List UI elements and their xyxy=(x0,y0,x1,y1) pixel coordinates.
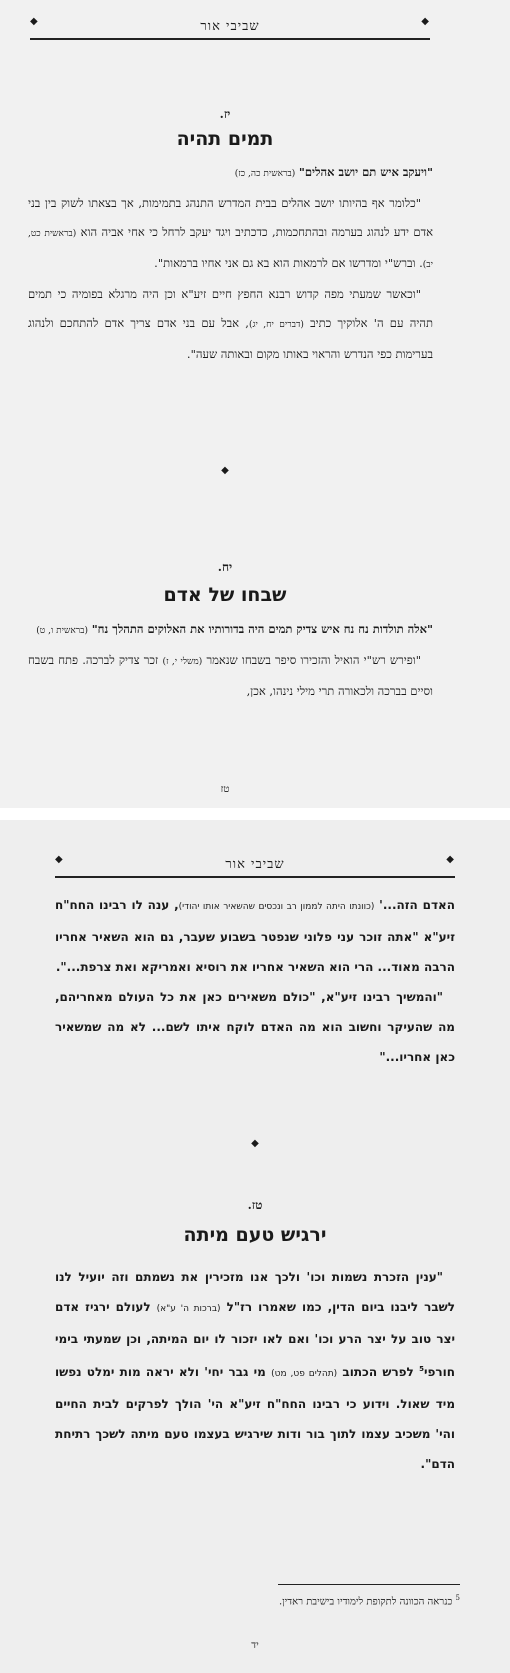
paragraph-text: לפרש הכתוב xyxy=(342,1365,414,1379)
section-title: שבחו של אדם xyxy=(163,584,287,606)
verse-quote: "ויעקב איש תם יושב אהלים" xyxy=(298,165,433,179)
section-number: יח. xyxy=(217,560,233,574)
paragraph-text: מי גבר יחי' ולא יראה מות ימלט נפשו מיד שאול. וידוע כי רבינו החח"ח זיע"א הי' הולך לפרקים לבית החיים והי' משכיב עצמו לתוך בור ודות שירגיש בעצמו טעם מיתה לשכך רתיחת הדם". xyxy=(55,1365,455,1471)
paragraph-text: "כלומר אף בהיותו יושב אהלים בבית המדרש התנהג בתמימות, אך בצאתו לשוק בין בני אדם ידע לנהוג בערמה ובהתחכמות, כדכתיב ויגד יעקב לרחל כי אחי אביה הוא xyxy=(28,196,434,239)
citation: (בראשית כט, יב) xyxy=(28,229,433,270)
section-body xyxy=(28,158,433,369)
header-bullet-left: ◆ xyxy=(55,854,64,865)
citation: (משלי י, ז) xyxy=(162,657,203,667)
page-gap xyxy=(0,808,510,820)
verse-source: (בראשית כה, כז) xyxy=(234,169,296,179)
footnote-number: 5 xyxy=(455,1594,460,1602)
page-number: טז xyxy=(220,784,230,795)
header-bullet-left: ◆ xyxy=(30,16,39,27)
section-title: תמים תהיה xyxy=(176,128,274,150)
section-divider: ◆ xyxy=(251,1138,259,1149)
running-header xyxy=(30,16,430,40)
page-top xyxy=(0,0,510,808)
paragraph xyxy=(55,1262,455,1479)
section-body xyxy=(28,615,433,706)
paragraph-text: "וכאשר שמעתי מפה קדוש רבנא החפץ חיים זיע"א וכן היה מרגלא בפומיה כי תמים תהיה עם ה' אלוקיך כתיב xyxy=(28,287,433,330)
footnote-text: כנראה הכוונה לתקופת לימודיו בישיבת ראדין. xyxy=(278,1596,453,1608)
paragraph-text: , ענה לו רבינו החח"ח זיע"א "אתה זוכר עני פלוני שנפטר בשבוע שעבר, גם הוא השאיר אחריו הרבה מאוד... הרי הוא השאיר אחריו את רוסיא ואמריקא ואת צרפת...". xyxy=(55,898,455,974)
citation: (דברים יח, יג) xyxy=(248,320,304,330)
paragraph-text: . וברש"י ומדרשו אם לרמאות הוא בא גם אני אחיו ברמאות". xyxy=(154,256,423,270)
paragraph xyxy=(55,982,455,1072)
running-header xyxy=(55,854,455,878)
header-bullet-right: ◆ xyxy=(421,16,430,27)
paragraph xyxy=(28,189,433,280)
paragraph-text: "ופירש רש"י הואיל והזכירו סיפר בשבחו שנאמר xyxy=(206,653,421,667)
footnote-rule xyxy=(278,1584,460,1585)
section-divider: ◆ xyxy=(221,465,229,476)
header-bullet-right: ◆ xyxy=(446,854,455,865)
paragraph-text: "והמשיך רבינו זיע"א, "כולם משאירים כאן את כל העולם מאחריהם, מה שהעיקר וחשוב הוא מה האדם לוקח איתו לשם... לא מה שמשאיר כאן אחריו..." xyxy=(55,990,455,1064)
paragraph xyxy=(28,280,433,369)
verse-quote: "אלה תולדות נח נח איש צדיק תמים היה בדורותיו את האלוקים התהלך נח" xyxy=(91,622,433,636)
citation: (כוונתו היתה לממון רב ונכסים שהשאיר אותו יהודי) xyxy=(178,902,375,912)
header-title: שביבי אור xyxy=(200,19,260,34)
paragraph-text: "ענין הזכרת נשמות וכו' ולכך אנו מזכירין את נשמתם וזה יועיל לנו לשבר ליבנו ביום הדין, כמו שאמרו רז"ל xyxy=(55,1270,455,1314)
paragraph xyxy=(28,646,433,706)
footnote xyxy=(60,1594,460,1607)
section-number: טז. xyxy=(247,1198,263,1212)
paragraph-text: זכר צדיק לברכה. פתח בשבח וסיים בברכה ולכאורה תרי מילי נינהו, אכן, xyxy=(28,653,433,698)
citation: (ברכות ה' ע"א) xyxy=(156,1304,221,1314)
paragraph-text: , אבל עם בני אדם צריך אדם להתחכם ולנהוג בערימות כפי הנדרש והראוי באותו מקום ובאותה שעה". xyxy=(28,316,433,361)
section-body xyxy=(55,1262,455,1479)
verse-source: (בראשית ו, ט) xyxy=(36,626,89,636)
footnote-marker[interactable]: 5 xyxy=(419,1365,424,1373)
section-number: יז. xyxy=(219,107,231,121)
section-body xyxy=(55,890,455,1072)
paragraph-text: לעולם ירגיז אדם יצר טוב על יצר הרע וכו' ואם לאו יזכור לו יום המיתה, וכן שמעתי בימי חורפי xyxy=(55,1300,455,1379)
page-number: יד xyxy=(251,1640,259,1651)
header-title: שביבי אור xyxy=(225,857,285,872)
paragraph-text: האדם הזה...' xyxy=(379,898,455,912)
section-title: ירגיש טעם מיתה xyxy=(183,1224,327,1246)
page-bottom xyxy=(0,820,510,1673)
paragraph xyxy=(55,890,455,982)
citation: (תהלים פט, מט) xyxy=(271,1369,338,1379)
